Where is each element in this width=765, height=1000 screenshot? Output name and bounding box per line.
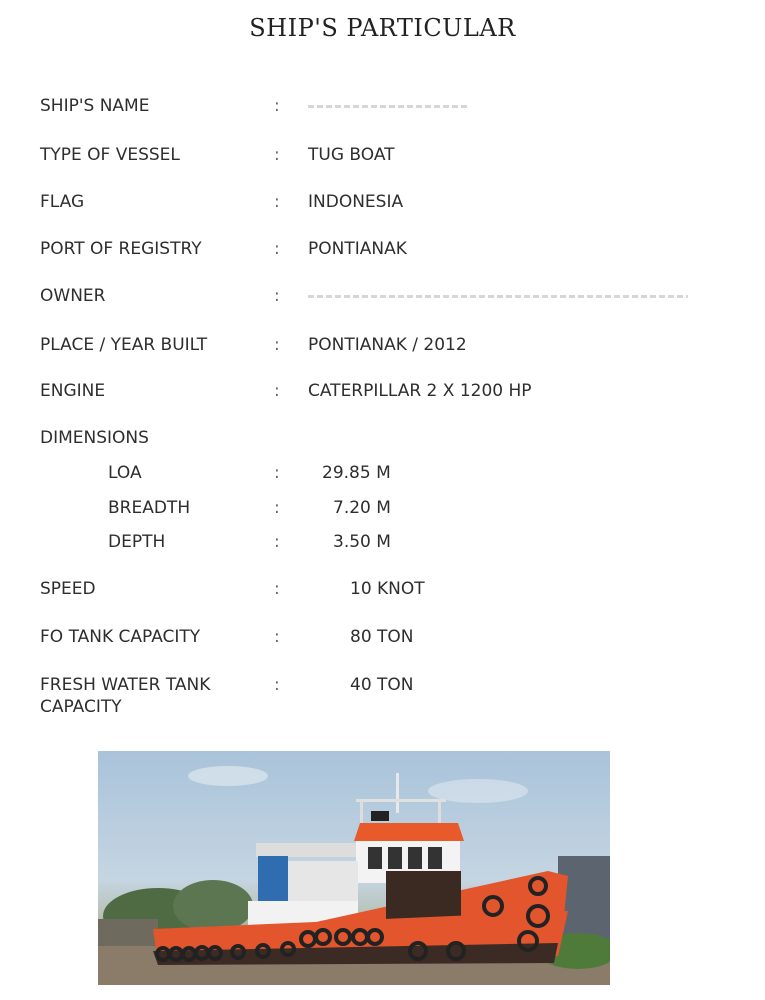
value: 29.85 M: [322, 463, 391, 483]
label-line2: CAPACITY: [40, 697, 122, 717]
label: SHIP'S NAME: [40, 96, 150, 116]
label: PLACE / YEAR BUILT: [40, 335, 208, 355]
separator: :: [274, 192, 280, 212]
label: PORT OF REGISTRY: [40, 239, 202, 259]
value-redacted: [308, 96, 468, 116]
value: 80 TON: [350, 627, 414, 647]
value: 10 KNOT: [350, 579, 425, 599]
label: DEPTH: [108, 532, 166, 552]
separator: :: [274, 532, 280, 552]
label: DIMENSIONS: [40, 428, 149, 448]
tug-boat-photo: [98, 751, 610, 985]
separator: :: [274, 335, 280, 355]
separator: :: [274, 675, 280, 695]
value: CATERPILLAR 2 X 1200 HP: [308, 381, 532, 401]
separator: :: [274, 627, 280, 647]
label: FO TANK CAPACITY: [40, 627, 201, 647]
label: LOA: [108, 463, 142, 483]
label: ENGINE: [40, 381, 106, 401]
value: TUG BOAT: [308, 145, 395, 165]
value: 3.50 M: [333, 532, 391, 552]
label: FRESH WATER TANK: [40, 675, 211, 695]
label: BREADTH: [108, 498, 191, 518]
separator: :: [274, 145, 280, 165]
value: PONTIANAK: [308, 239, 407, 259]
value: INDONESIA: [308, 192, 404, 212]
document-title: SHIP'S PARTICULAR: [249, 14, 516, 42]
separator: :: [274, 96, 280, 116]
separator: :: [274, 286, 280, 306]
label: TYPE OF VESSEL: [40, 145, 180, 165]
label: SPEED: [40, 579, 96, 599]
separator: :: [274, 463, 280, 483]
separator: :: [274, 381, 280, 401]
value-redacted: [308, 286, 688, 306]
separator: :: [274, 498, 280, 518]
separator: :: [274, 239, 280, 259]
value: 40 TON: [350, 675, 414, 695]
separator: :: [274, 579, 280, 599]
tug-boat-illustration-icon: [98, 751, 610, 985]
label: FLAG: [40, 192, 85, 212]
value: 7.20 M: [333, 498, 391, 518]
label: OWNER: [40, 286, 106, 306]
value: PONTIANAK / 2012: [308, 335, 467, 355]
